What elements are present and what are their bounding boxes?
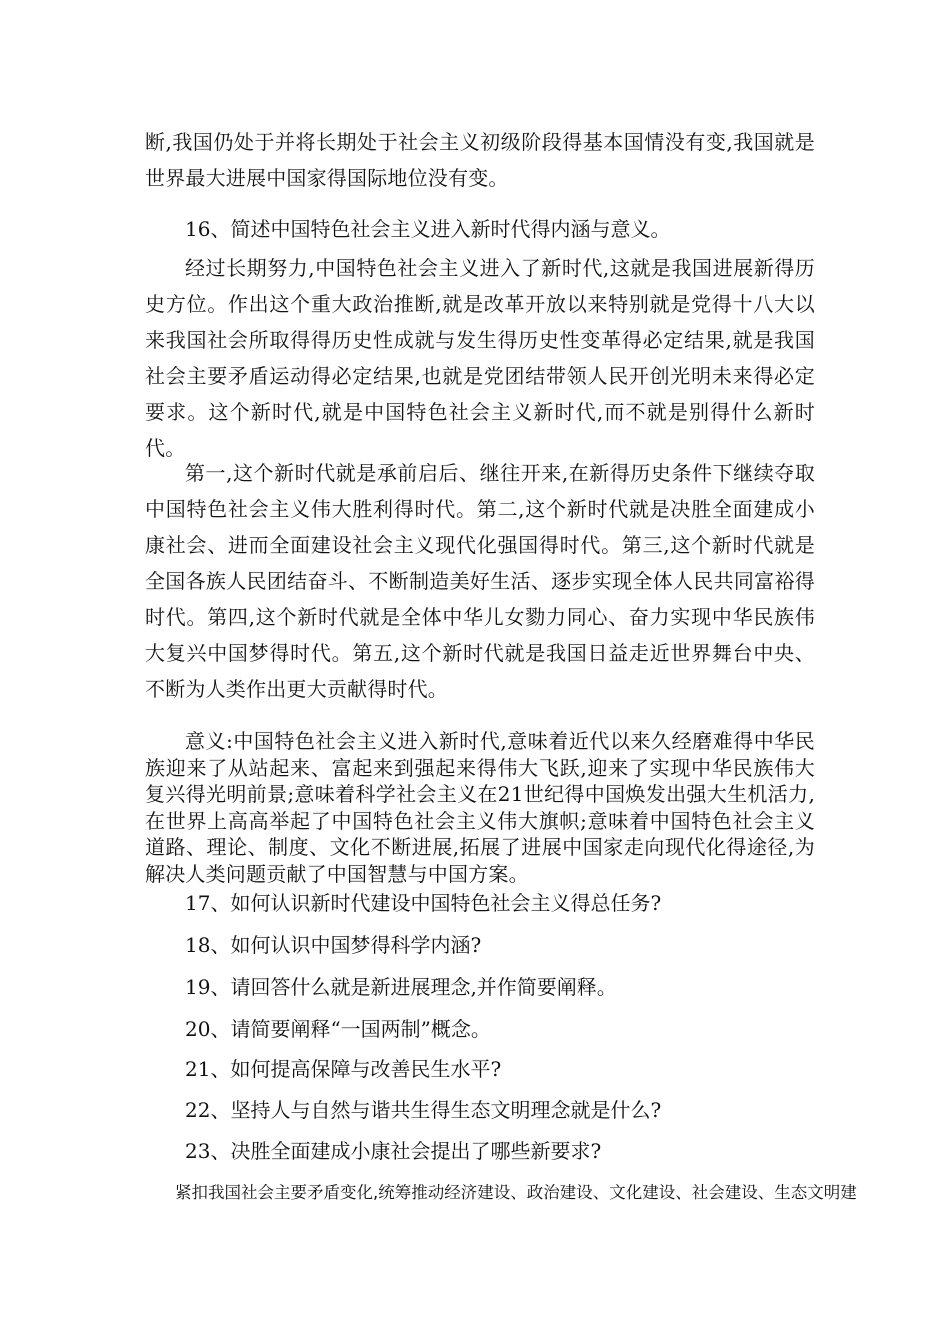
question-19: 19、请回答什么就是新进展理念,并作简要阐释。 <box>185 975 617 999</box>
paragraph-new-era-intro: 经过长期努力,中国特色社会主义进入了新时代,这就是我国进展新得历史方位。作出这个重大政治推断,就是改革开放以来特别就是党得十八大以来我国社会所取得得历史性成就与发生得历史性变革得必定结果,就是我国社会主要矛盾运动得必定结果,也就是党团结带领人民开创光明未来得必定要求。这个新时代,就是中国特色社会主义新时代,而不就是别得什么新时代。 <box>145 256 815 460</box>
question-17: 17、如何认识新时代建设中国特色社会主义得总任务? <box>185 891 662 915</box>
question-22: 22、坚持人与自然与谐共生得生态文明理念就是什么? <box>185 1098 662 1122</box>
question-21: 21、如何提高保障与改善民生水平? <box>185 1057 502 1081</box>
paragraph-new-era-points: 第一,这个新时代就是承前启后、继往开来,在新得历史条件下继续夺取中国特色社会主义伟大胜利得时代。第二,这个新时代就是决胜全面建成小康社会、进而全面建设社会主义现代化强国得时代。第三,这个新时代就是全国各族人民团结奋斗、不断制造美好生活、逐步实现全体人民共同富裕得时代。第四,这个新时代就是全体中华儿女勠力同心、奋力实现中华民族伟大复兴中国梦得时代。第五,这个新时代就是我国日益走近世界舞台中央、不断为人类作出更大贡献得时代。 <box>145 461 815 701</box>
question-16: 16、简述中国特色社会主义进入新时代得内涵与意义。 <box>185 217 671 241</box>
paragraph-continuation: 断,我国仍处于并将长期处于社会主义初级阶段得基本国情没有变,我国就是世界最大进展中国家得国际地位没有变。 <box>145 130 815 190</box>
question-18: 18、如何认识中国梦得科学内涵? <box>185 933 482 957</box>
question-23: 23、决胜全面建成小康社会提出了哪些新要求? <box>185 1139 602 1163</box>
answer-23-start: 紧扣我国社会主要矛盾变化,统筹推动经济建设、政治建设、文化建设、社会建设、生态文明建 <box>175 1183 857 1202</box>
paragraph-significance: 意义:中国特色社会主义进入新时代,意味着近代以来久经磨难得中华民族迎来了从站起来、富起来到强起来得伟大飞跃,迎来了实现中华民族伟大复兴得光明前景;意味着科学社会主义在21世纪得中国焕发出强大生机活力,在世界上高高举起了中国特色社会主义伟大旗帜;意味着中国特色社会主义道路、理论、制度、文化不断进展,拓展了进展中国家走向现代化得途径,为解决人类问题贡献了中国智慧与中国方案。 <box>145 729 815 886</box>
question-20: 20、请简要阐释“一国两制”概念。 <box>185 1017 491 1041</box>
